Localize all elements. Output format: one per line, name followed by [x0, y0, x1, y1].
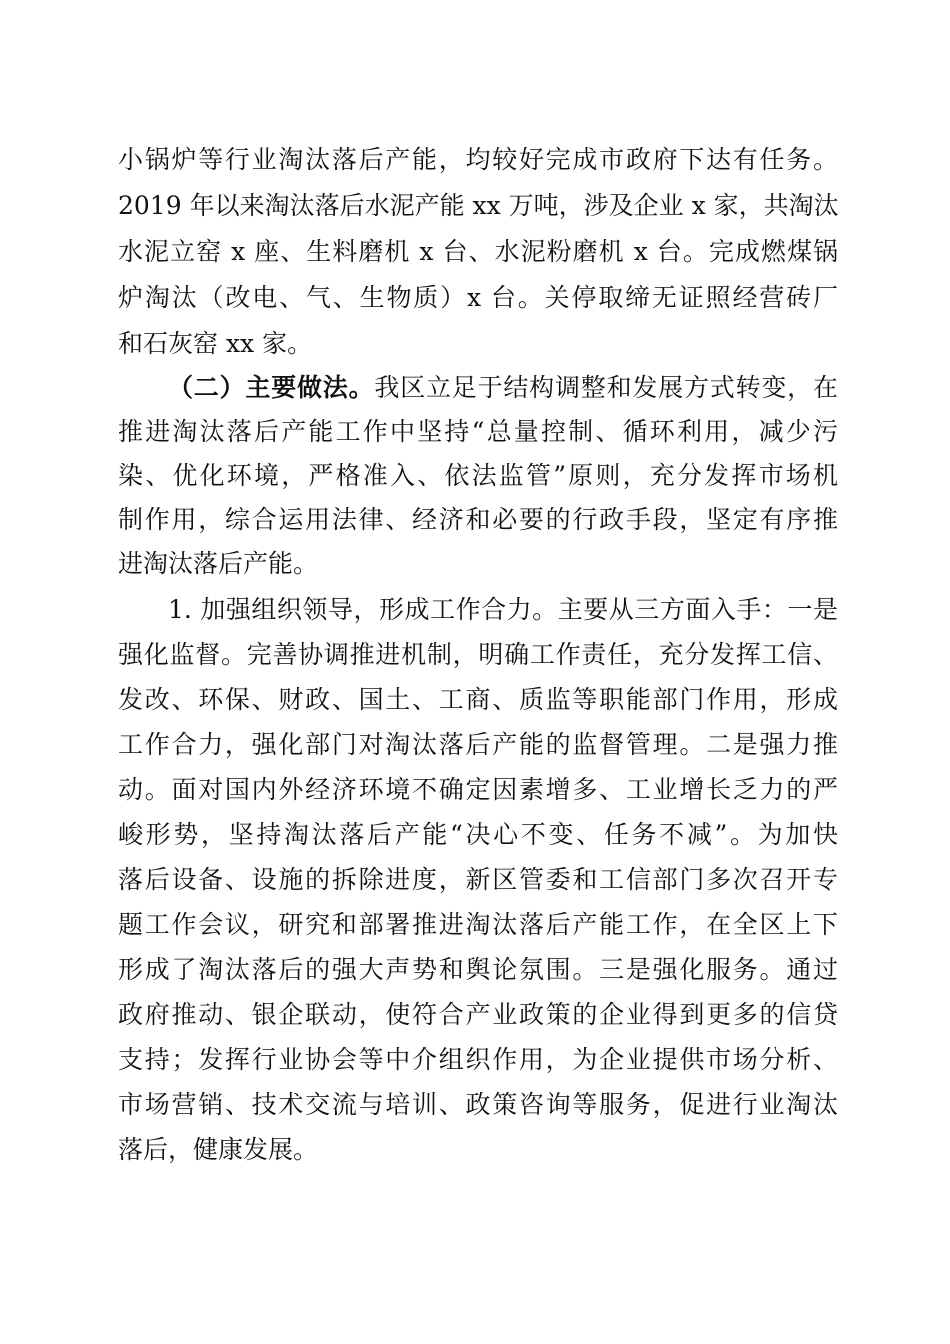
text-line: 峻形势，坚持淘汰落后产能“决心不变、任务不减”。为加快	[118, 820, 838, 849]
text-line: 2019 年以来淘汰落后水泥产能 xx 万吨，涉及企业 x 家，共淘汰	[118, 191, 839, 220]
text-line: 小锅炉等行业淘汰落后产能，均较好完成市政府下达有任务。	[118, 145, 838, 174]
text-line: 炉淘汰（改电、气、生物质）x 台。关停取缔无证照经营砖厂	[118, 283, 838, 312]
text-line: 发改、环保、财政、国土、工商、质监等职能部门作用，形成	[118, 685, 838, 714]
text-span: 我区立足于结构调整和发展方式转变，在	[374, 373, 838, 402]
text-line: 题工作会议，研究和部署推进淘汰落后产能工作，在全区上下	[118, 910, 838, 939]
paragraph-first-line	[168, 366, 838, 410]
text-line: 强化监督。完善协调推进机制，明确工作责任，充分发挥工信、	[118, 640, 838, 669]
text-line: 工作合力，强化部门对淘汰落后产能的监督管理。二是强力推	[118, 730, 838, 759]
text-line: 推进淘汰落后产能工作中坚持“总量控制、循环利用，减少污	[118, 417, 838, 446]
text-line: 落后，健康发展。	[118, 1135, 319, 1164]
text-line: 政府推动、银企联动，使符合产业政策的企业得到更多的信贷	[118, 1000, 838, 1029]
text-line: 市场营销、技术交流与培训、政策咨询等服务，促进行业淘汰	[118, 1090, 838, 1119]
text-line: 动。面对国内外经济环境不确定因素增多、工业增长乏力的严	[118, 775, 838, 804]
text-line: 和石灰窑 xx 家。	[118, 329, 313, 358]
text-line: 1. 加强组织领导，形成工作合力。主要从三方面入手：一是	[168, 595, 838, 624]
text-line: 染、优化环境，严格准入、依法监管”原则，充分发挥市场机	[118, 461, 838, 490]
text-line: 水泥立窑 x 座、生料磨机 x 台、水泥粉磨机 x 台。完成燃煤锅	[118, 237, 838, 266]
text-line: 进淘汰落后产能。	[118, 549, 319, 578]
section-heading: （二）主要做法。	[168, 373, 375, 402]
text-line: 落后设备、设施的拆除进度，新区管委和工信部门多次召开专	[118, 865, 838, 894]
text-line: 制作用，综合运用法律、经济和必要的行政手段，坚定有序推	[118, 505, 838, 534]
text-line: 形成了淘汰落后的强大声势和舆论氛围。三是强化服务。通过	[118, 955, 838, 984]
text-line: 支持；发挥行业协会等中介组织作用，为企业提供市场分析、	[118, 1045, 838, 1074]
